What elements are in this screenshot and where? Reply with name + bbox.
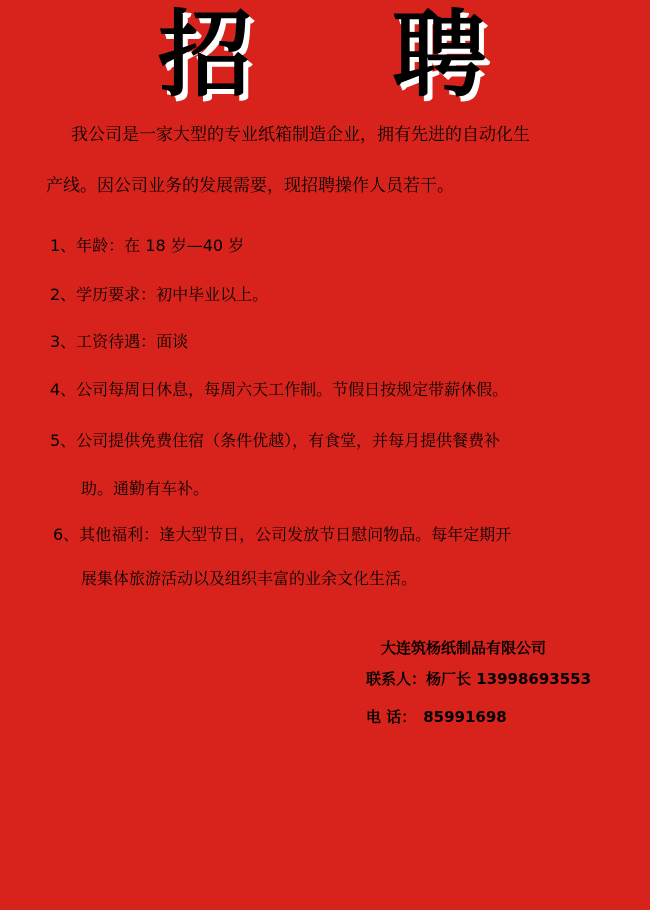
title-char-pin: 聘	[392, 1, 487, 110]
phone-number: 85991698	[423, 708, 507, 726]
requirement-education: 2、学历要求：初中毕业以上。	[50, 285, 269, 304]
requirement-benefits-line-1: 6、其他福利：逢大型节日，公司发放节日慰问物品。每年定期开	[53, 525, 512, 544]
requirement-housing-line-2: 助。通勤有车补。	[81, 479, 210, 498]
intro-line-2: 产线。因公司业务的发展需要，现招聘操作人员若干。	[46, 176, 454, 196]
intro-line-1: 我公司是一家大型的专业纸箱制造企业，拥有先进的自动化生	[71, 125, 530, 145]
requirement-rest-days: 4、公司每周日休息，每周六天工作制。节假日按规定带薪休假。	[50, 380, 509, 399]
requirement-benefits-line-2: 展集体旅游活动以及组织丰富的业余文化生活。	[81, 569, 418, 588]
company-name: 大连筑杨纸制品有限公司	[381, 639, 547, 657]
requirement-housing-line-1: 5、公司提供免费住宿（条件优越），有食堂，并每月提供餐费补	[50, 431, 501, 450]
phone-label: 电 话：	[366, 708, 417, 726]
contact-person: 联系人：杨厂长 13998693553	[366, 670, 592, 688]
phone-row	[366, 707, 507, 727]
requirement-salary: 3、工资待遇：面谈	[50, 332, 189, 351]
title-char-zhao: 招	[158, 1, 253, 110]
requirement-age: 1、年龄：在 18 岁—40 岁	[50, 236, 245, 255]
